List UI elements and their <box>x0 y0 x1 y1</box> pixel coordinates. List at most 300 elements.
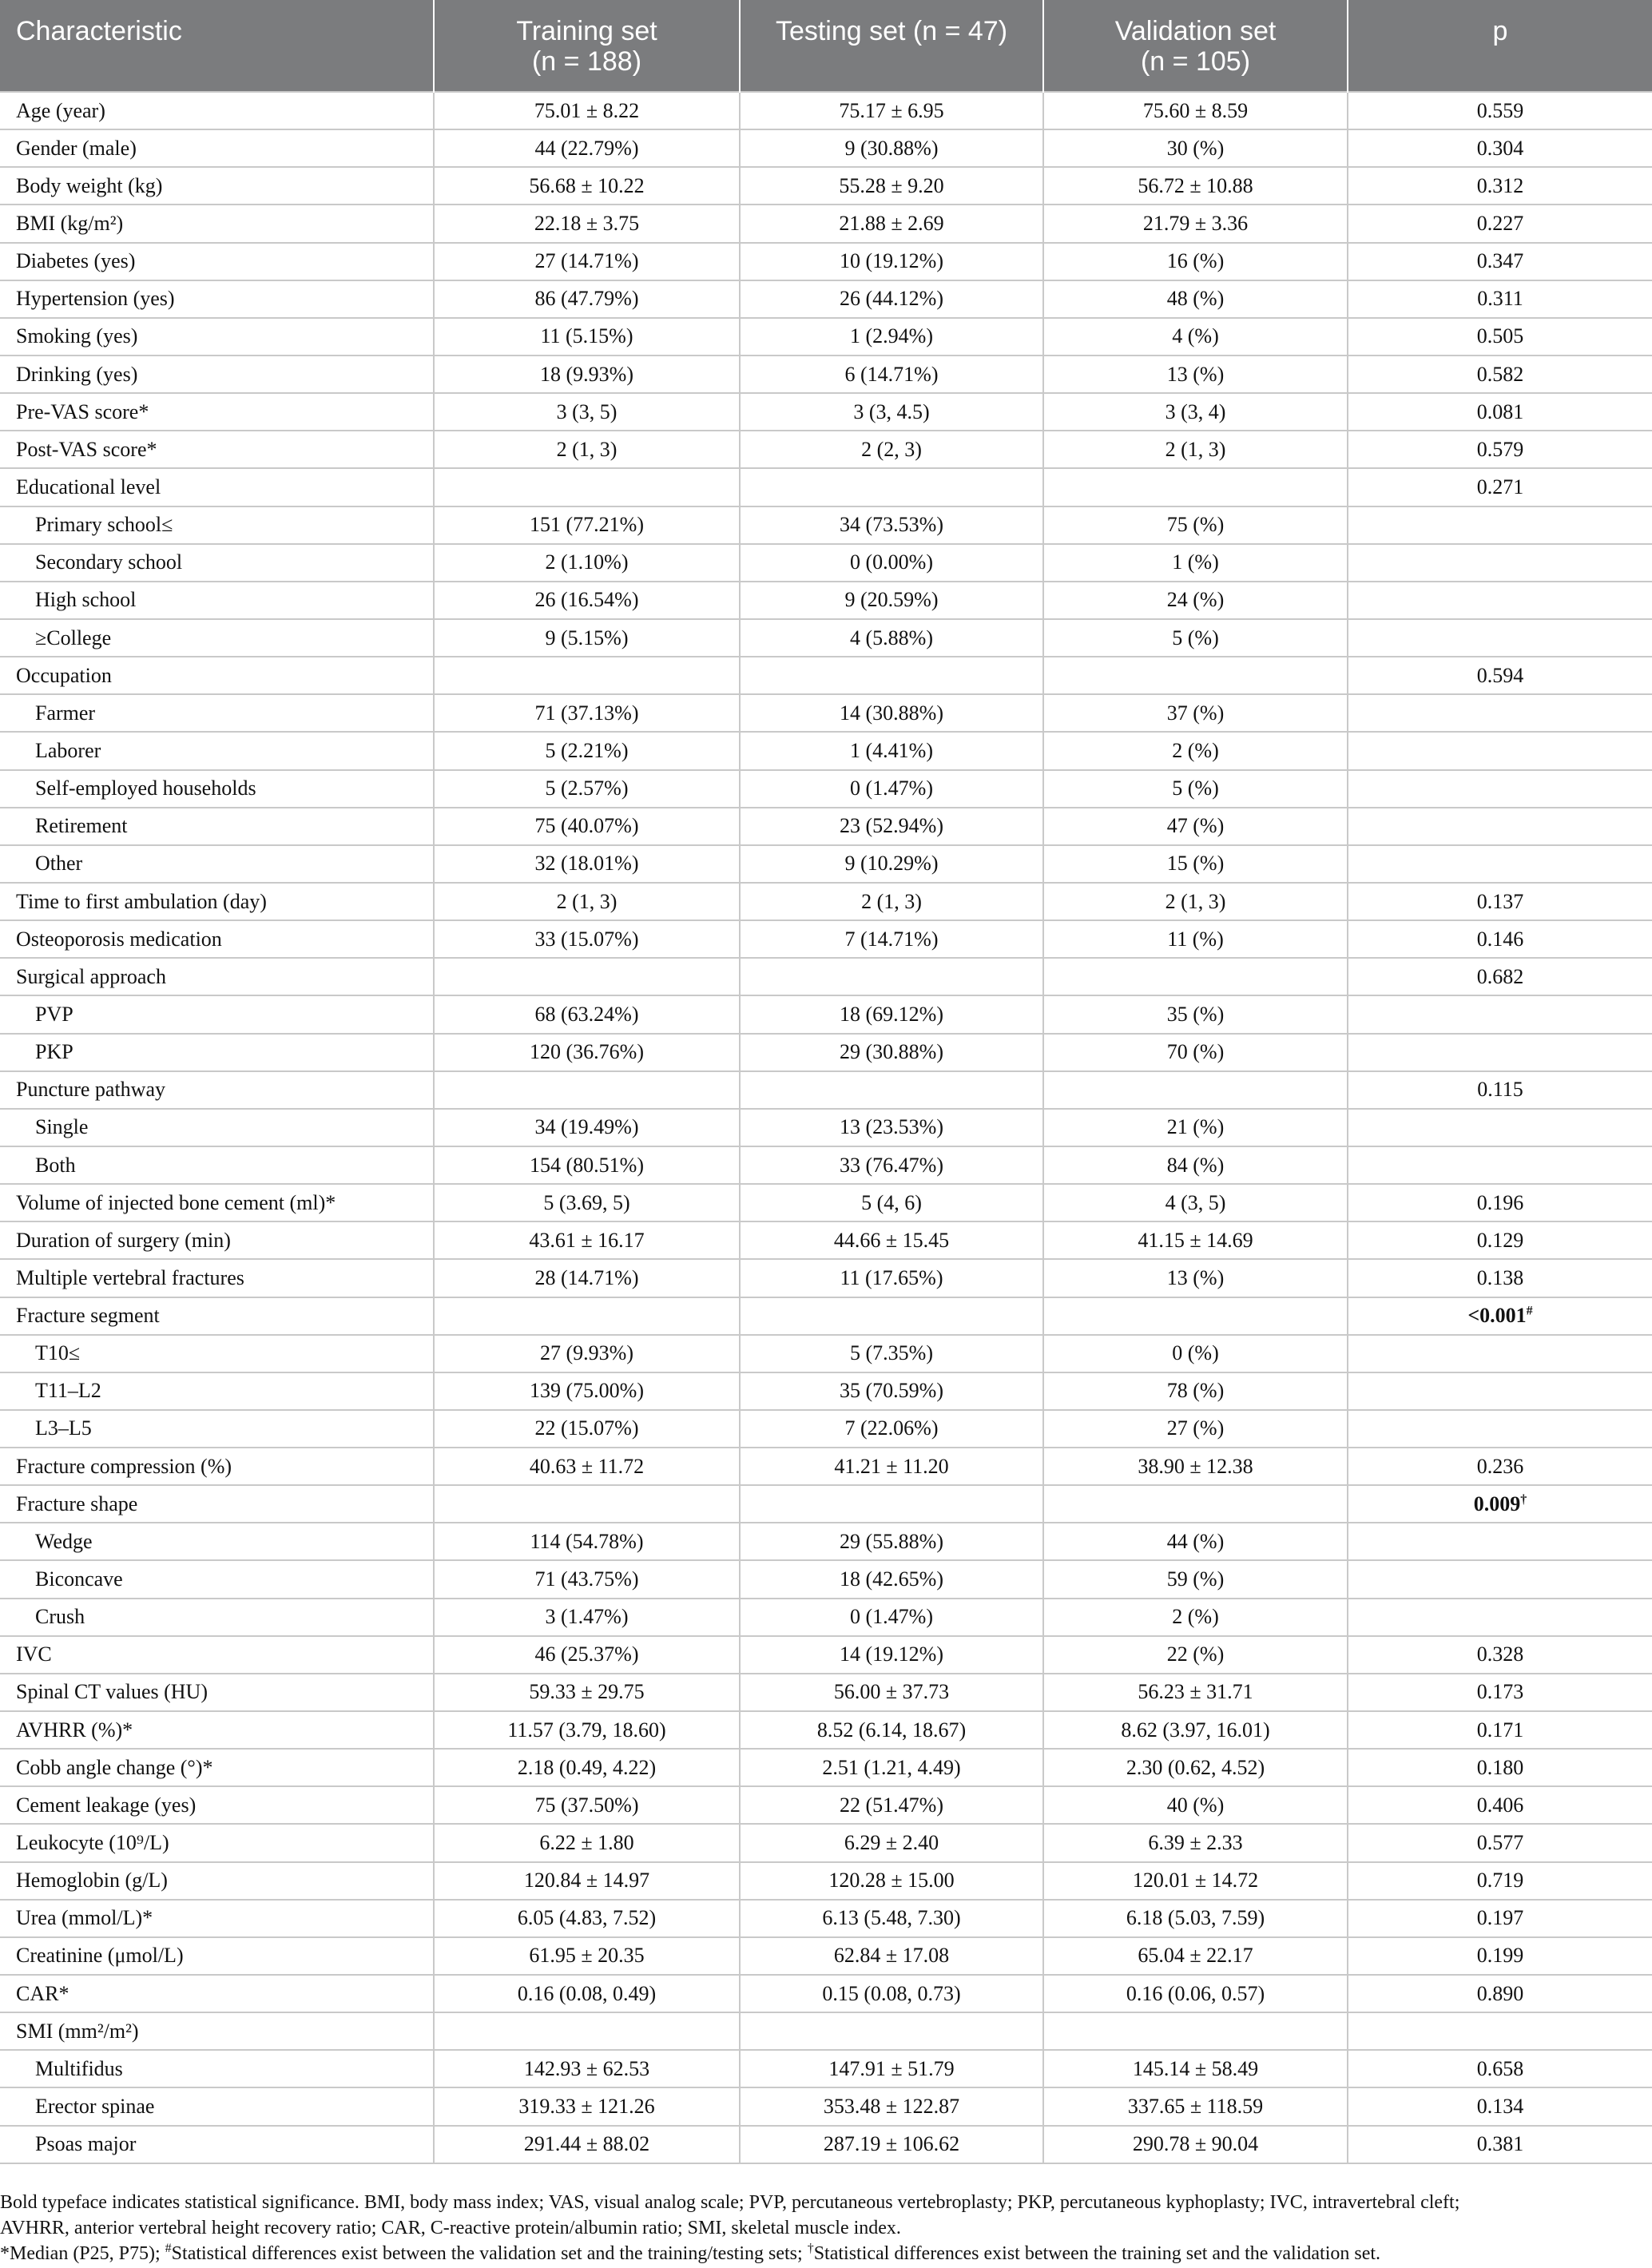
cell-training: 71 (43.75%) <box>434 1560 740 1598</box>
cell-validation <box>1043 2012 1348 2050</box>
cell-testing: 7 (22.06%) <box>740 1410 1043 1448</box>
cell-characteristic: Occupation <box>0 657 434 694</box>
cell-training: 11 (5.15%) <box>434 318 740 355</box>
cell-training <box>434 657 740 694</box>
cell-training: 2 (1, 3) <box>434 883 740 920</box>
table-row <box>0 1410 1652 1448</box>
cell-p-value <box>1348 1184 1652 1221</box>
table-row <box>0 1824 1652 1861</box>
table-footnotes <box>0 2190 1646 2266</box>
cell-testing: 9 (20.59%) <box>740 582 1043 619</box>
cell-characteristic: PKP <box>0 1034 434 1071</box>
table-row <box>0 883 1652 920</box>
cell-characteristic: IVC <box>0 1636 434 1674</box>
footnote-line-3 <box>0 2241 1646 2266</box>
table-row <box>0 1184 1652 1221</box>
table-row <box>0 1560 1652 1598</box>
cell-p-value <box>1348 694 1652 732</box>
cell-training <box>434 1297 740 1335</box>
cell-characteristic: High school <box>0 582 434 619</box>
cell-p-value <box>1348 1335 1652 1372</box>
table-row <box>0 1071 1652 1109</box>
cell-training: 46 (25.37%) <box>434 1636 740 1674</box>
table-row <box>0 619 1652 657</box>
cell-characteristic: Spinal CT values (HU) <box>0 1674 434 1711</box>
table-row <box>0 2050 1652 2087</box>
cell-characteristic: Primary school≤ <box>0 506 434 544</box>
table-row <box>0 694 1652 732</box>
p-value-text: 0.658 <box>1476 2056 1524 2080</box>
cell-p-value <box>1348 1523 1652 1560</box>
cell-characteristic: Pre-VAS score* <box>0 393 434 431</box>
cell-characteristic: Other <box>0 845 434 883</box>
cell-characteristic: Farmer <box>0 694 434 732</box>
table-row <box>0 1674 1652 1711</box>
table-row <box>0 845 1652 883</box>
cell-validation: 27 (%) <box>1043 1410 1348 1448</box>
cell-testing: 1 (2.94%) <box>740 318 1043 355</box>
p-value-text: 0.129 <box>1476 1228 1524 1252</box>
table-row <box>0 431 1652 468</box>
cell-testing: 62.84 ± 17.08 <box>740 1937 1043 1975</box>
cell-training: 6.22 ± 1.80 <box>434 1824 740 1861</box>
p-value-text: 0.271 <box>1476 475 1524 498</box>
cell-characteristic: Biconcave <box>0 1560 434 1598</box>
cell-validation: 30 (%) <box>1043 129 1348 167</box>
cell-characteristic: Drinking (yes) <box>0 355 434 393</box>
cell-characteristic: Laborer <box>0 732 434 769</box>
cell-validation: 0.16 (0.06, 0.57) <box>1043 1975 1348 2012</box>
cell-validation <box>1043 1297 1348 1335</box>
cell-testing: 29 (30.88%) <box>740 1034 1043 1071</box>
cell-p-value <box>1348 129 1652 167</box>
cell-validation: 70 (%) <box>1043 1034 1348 1071</box>
cell-validation: 41.15 ± 14.69 <box>1043 1221 1348 1259</box>
p-value-text: 0.594 <box>1476 663 1524 687</box>
cell-testing: 4 (5.88%) <box>740 619 1043 657</box>
table-row <box>0 129 1652 167</box>
cell-p-value <box>1348 1786 1652 1824</box>
p-value-text: 0.227 <box>1476 211 1524 235</box>
cell-p-value <box>1348 1410 1652 1448</box>
cell-training: 26 (16.54%) <box>434 582 740 619</box>
p-value-text: 0.081 <box>1476 399 1524 423</box>
table-row <box>0 1900 1652 1937</box>
table-row <box>0 167 1652 205</box>
cell-training: 291.44 ± 88.02 <box>434 2126 740 2163</box>
cell-validation: 6.39 ± 2.33 <box>1043 1824 1348 1861</box>
header-training-line2: (n = 188) <box>531 46 642 77</box>
table-row <box>0 995 1652 1033</box>
cell-testing: 353.48 ± 122.87 <box>740 2087 1043 2125</box>
cell-p-value <box>1348 544 1652 582</box>
cell-p-value <box>1348 619 1652 657</box>
cell-testing: 10 (19.12%) <box>740 243 1043 280</box>
cell-testing: 0 (0.00%) <box>740 544 1043 582</box>
cell-p-value <box>1348 1937 1652 1975</box>
cell-training <box>434 1071 740 1109</box>
cell-characteristic: SMI (mm²/m²) <box>0 2012 434 2050</box>
cell-validation: 15 (%) <box>1043 845 1348 883</box>
cell-p-value <box>1348 1297 1652 1335</box>
cell-validation: 120.01 ± 14.72 <box>1043 1862 1348 1900</box>
header-training-set <box>434 0 740 92</box>
cell-training <box>434 1485 740 1523</box>
cell-training: 68 (63.24%) <box>434 995 740 1033</box>
cell-testing: 29 (55.88%) <box>740 1523 1043 1560</box>
table-row <box>0 920 1652 958</box>
cell-characteristic: Cobb angle change (°)* <box>0 1749 434 1786</box>
footnote-line-1: Bold typeface indicates statistical significance. BMI, body mass index; VAS, visual analog scale; PVP, percutaneous vertebroplasty; PKP, percutaneous kyphoplasty; IVC, intravertebral cleft; <box>0 2192 1460 2213</box>
cell-p-value <box>1348 355 1652 393</box>
cell-validation: 13 (%) <box>1043 1259 1348 1297</box>
cell-training: 56.68 ± 10.22 <box>434 167 740 205</box>
table-row <box>0 582 1652 619</box>
cell-characteristic: Gender (male) <box>0 129 434 167</box>
cell-p-value <box>1348 1560 1652 1598</box>
cell-characteristic: Multifidus <box>0 2050 434 2087</box>
p-value-text: 0.582 <box>1476 362 1524 386</box>
cell-testing: 41.21 ± 11.20 <box>740 1448 1043 1485</box>
cell-p-value <box>1348 1221 1652 1259</box>
cell-training: 75 (40.07%) <box>434 808 740 845</box>
cell-training: 5 (2.57%) <box>434 770 740 808</box>
cell-testing <box>740 657 1043 694</box>
cell-p-value <box>1348 2126 1652 2163</box>
cell-training: 43.61 ± 16.17 <box>434 1221 740 1259</box>
cell-characteristic: Volume of injected bone cement (ml)* <box>0 1184 434 1221</box>
cell-training <box>434 958 740 995</box>
cell-testing: 0 (1.47%) <box>740 770 1043 808</box>
cell-testing: 21.88 ± 2.69 <box>740 205 1043 242</box>
cell-validation: 1 (%) <box>1043 544 1348 582</box>
cell-p-value <box>1348 845 1652 883</box>
table-row <box>0 1034 1652 1071</box>
cell-characteristic: T11–L2 <box>0 1372 434 1410</box>
cell-testing: 56.00 ± 37.73 <box>740 1674 1043 1711</box>
p-value-text: 0.236 <box>1476 1454 1524 1478</box>
table-row <box>0 1711 1652 1749</box>
table-row <box>0 1448 1652 1485</box>
table-row <box>0 2126 1652 2163</box>
cell-testing: 23 (52.94%) <box>740 808 1043 845</box>
cell-characteristic: Surgical approach <box>0 958 434 995</box>
p-value-text: 0.311 <box>1477 287 1523 311</box>
p-value-text: 0.328 <box>1476 1642 1524 1666</box>
cell-testing: 35 (70.59%) <box>740 1372 1043 1410</box>
cell-validation: 84 (%) <box>1043 1146 1348 1184</box>
cell-p-value <box>1348 2050 1652 2087</box>
cell-training: 2 (1.10%) <box>434 544 740 582</box>
table-row <box>0 243 1652 280</box>
cell-p-value <box>1348 1448 1652 1485</box>
cell-testing: 33 (76.47%) <box>740 1146 1043 1184</box>
cell-p-value <box>1348 1259 1652 1297</box>
cell-p-value <box>1348 1599 1652 1636</box>
p-value-text: 0.173 <box>1476 1680 1524 1704</box>
p-value-text: 0.577 <box>1476 1831 1524 1855</box>
cell-testing: 0 (1.47%) <box>740 1599 1043 1636</box>
cell-validation: 0 (%) <box>1043 1335 1348 1372</box>
table-row <box>0 1259 1652 1297</box>
cell-training: 32 (18.01%) <box>434 845 740 883</box>
cell-validation: 48 (%) <box>1043 280 1348 318</box>
cell-validation: 21.79 ± 3.36 <box>1043 205 1348 242</box>
table-row <box>0 1862 1652 1900</box>
table-row <box>0 1146 1652 1184</box>
cell-p-value <box>1348 318 1652 355</box>
cell-characteristic: Duration of surgery (min) <box>0 1221 434 1259</box>
cell-characteristic: Osteoporosis medication <box>0 920 434 958</box>
header-validation-set <box>1043 0 1348 92</box>
cell-training <box>434 2012 740 2050</box>
cell-validation <box>1043 958 1348 995</box>
cell-p-value <box>1348 1975 1652 2012</box>
cell-training: 5 (3.69, 5) <box>434 1184 740 1221</box>
cell-p-value <box>1348 1372 1652 1410</box>
cell-testing: 55.28 ± 9.20 <box>740 167 1043 205</box>
cell-validation: 2.30 (0.62, 4.52) <box>1043 1749 1348 1786</box>
footnote-hash-mark: # <box>165 2242 172 2255</box>
p-value-text: 0.719 <box>1476 1869 1524 1893</box>
cell-characteristic: Urea (mmol/L)* <box>0 1900 434 1937</box>
cell-testing: 14 (19.12%) <box>740 1636 1043 1674</box>
cell-validation: 65.04 ± 22.17 <box>1043 1937 1348 1975</box>
cell-characteristic: Leukocyte (10⁹/L) <box>0 1824 434 1861</box>
cell-validation: 56.23 ± 31.71 <box>1043 1674 1348 1711</box>
table-row <box>0 657 1652 694</box>
cell-characteristic: Multiple vertebral fractures <box>0 1259 434 1297</box>
cell-training: 40.63 ± 11.72 <box>434 1448 740 1485</box>
cell-training: 5 (2.21%) <box>434 732 740 769</box>
table-header <box>0 0 1652 92</box>
cell-training: 33 (15.07%) <box>434 920 740 958</box>
header-training-line1: Training set <box>516 16 657 46</box>
table-row <box>0 2087 1652 2125</box>
table-row <box>0 280 1652 318</box>
p-value-text: 0.406 <box>1476 1793 1524 1817</box>
cell-p-value <box>1348 167 1652 205</box>
cell-testing: 9 (10.29%) <box>740 845 1043 883</box>
cell-validation: 2 (%) <box>1043 732 1348 769</box>
cell-validation: 35 (%) <box>1043 995 1348 1033</box>
cell-testing: 1 (4.41%) <box>740 732 1043 769</box>
cell-validation <box>1043 468 1348 506</box>
cell-characteristic: Puncture pathway <box>0 1071 434 1109</box>
table-row <box>0 1975 1652 2012</box>
cell-characteristic: Retirement <box>0 808 434 845</box>
cell-validation <box>1043 657 1348 694</box>
cell-testing: 147.91 ± 51.79 <box>740 2050 1043 2087</box>
cell-validation: 75.60 ± 8.59 <box>1043 92 1348 129</box>
cell-testing: 13 (23.53%) <box>740 1109 1043 1146</box>
p-value-text: 0.180 <box>1476 1755 1524 1779</box>
cell-training: 6.05 (4.83, 7.52) <box>434 1900 740 1937</box>
cell-validation: 3 (3, 4) <box>1043 393 1348 431</box>
cell-training: 75 (37.50%) <box>434 1786 740 1824</box>
cell-validation: 22 (%) <box>1043 1636 1348 1674</box>
cell-characteristic: CAR* <box>0 1975 434 2012</box>
cell-characteristic: Secondary school <box>0 544 434 582</box>
cell-characteristic: Psoas major <box>0 2126 434 2163</box>
table-row <box>0 1599 1652 1636</box>
cell-characteristic: Fracture segment <box>0 1297 434 1335</box>
cell-validation: 40 (%) <box>1043 1786 1348 1824</box>
cell-training: 9 (5.15%) <box>434 619 740 657</box>
cell-p-value <box>1348 431 1652 468</box>
cell-characteristic: Age (year) <box>0 92 434 129</box>
cell-testing: 75.17 ± 6.95 <box>740 92 1043 129</box>
cell-p-value <box>1348 1109 1652 1146</box>
p-value-text: 0.009 <box>1473 1491 1521 1515</box>
cell-p-value <box>1348 582 1652 619</box>
cell-validation: 59 (%) <box>1043 1560 1348 1598</box>
cell-validation: 5 (%) <box>1043 619 1348 657</box>
cell-training: 319.33 ± 121.26 <box>434 2087 740 2125</box>
p-value-text: 0.171 <box>1476 1718 1524 1742</box>
cell-p-value <box>1348 657 1652 694</box>
cell-p-value <box>1348 2012 1652 2050</box>
table-row <box>0 958 1652 995</box>
cell-testing: 2.51 (1.21, 4.49) <box>740 1749 1043 1786</box>
cell-characteristic: Creatinine (μmol/L) <box>0 1937 434 1975</box>
table-row <box>0 1297 1652 1335</box>
p-value-text: 0.134 <box>1476 2095 1524 2119</box>
cell-training: 11.57 (3.79, 18.60) <box>434 1711 740 1749</box>
p-value-text: 0.381 <box>1476 2132 1524 2156</box>
cell-characteristic: PVP <box>0 995 434 1033</box>
header-row <box>0 0 1652 92</box>
cell-validation: 4 (%) <box>1043 318 1348 355</box>
cell-training: 75.01 ± 8.22 <box>434 92 740 129</box>
cell-testing <box>740 958 1043 995</box>
cell-validation: 2 (%) <box>1043 1599 1348 1636</box>
cell-p-value <box>1348 883 1652 920</box>
cell-p-value <box>1348 995 1652 1033</box>
cell-testing: 9 (30.88%) <box>740 129 1043 167</box>
cell-p-value <box>1348 920 1652 958</box>
table-row <box>0 808 1652 845</box>
cell-characteristic: Single <box>0 1109 434 1146</box>
cell-training: 2.18 (0.49, 4.22) <box>434 1749 740 1786</box>
cell-characteristic: Self-employed households <box>0 770 434 808</box>
p-value-text: 0.197 <box>1476 1906 1524 1930</box>
cell-validation: 24 (%) <box>1043 582 1348 619</box>
cell-validation: 2 (1, 3) <box>1043 883 1348 920</box>
p-value-text: <0.001 <box>1467 1304 1527 1328</box>
cell-testing: 6.13 (5.48, 7.30) <box>740 1900 1043 1937</box>
cell-characteristic: Wedge <box>0 1523 434 1560</box>
header-validation-line2: (n = 105) <box>1140 46 1251 77</box>
cell-training: 3 (3, 5) <box>434 393 740 431</box>
table-row <box>0 1335 1652 1372</box>
table-row <box>0 205 1652 242</box>
p-value-text: 0.138 <box>1476 1265 1524 1289</box>
cell-testing <box>740 1297 1043 1335</box>
table-row <box>0 1372 1652 1410</box>
cell-training: 61.95 ± 20.35 <box>434 1937 740 1975</box>
cell-training: 86 (47.79%) <box>434 280 740 318</box>
cell-testing <box>740 2012 1043 2050</box>
cell-validation: 11 (%) <box>1043 920 1348 958</box>
cell-testing: 11 (17.65%) <box>740 1259 1043 1297</box>
table-row <box>0 544 1652 582</box>
cell-characteristic: Educational level <box>0 468 434 506</box>
cell-training: 59.33 ± 29.75 <box>434 1674 740 1711</box>
cell-validation: 13 (%) <box>1043 355 1348 393</box>
cell-validation: 2 (1, 3) <box>1043 431 1348 468</box>
footnote-dagger-mark: † <box>807 2242 814 2255</box>
footnote-median: *Median (P25, P75); <box>0 2243 165 2264</box>
cell-validation: 75 (%) <box>1043 506 1348 544</box>
table-row <box>0 2012 1652 2050</box>
cell-testing: 14 (30.88%) <box>740 694 1043 732</box>
cell-p-value <box>1348 506 1652 544</box>
cell-validation: 16 (%) <box>1043 243 1348 280</box>
cell-training: 22 (15.07%) <box>434 1410 740 1448</box>
p-value-text: 0.115 <box>1477 1078 1523 1102</box>
cell-testing: 120.28 ± 15.00 <box>740 1862 1043 1900</box>
cell-testing: 2 (1, 3) <box>740 883 1043 920</box>
cell-characteristic: Fracture shape <box>0 1485 434 1523</box>
cell-testing: 44.66 ± 15.45 <box>740 1221 1043 1259</box>
cell-training: 71 (37.13%) <box>434 694 740 732</box>
cell-characteristic: Fracture compression (%) <box>0 1448 434 1485</box>
cell-testing <box>740 468 1043 506</box>
cell-training: 44 (22.79%) <box>434 129 740 167</box>
cell-p-value <box>1348 732 1652 769</box>
p-value-text: 0.559 <box>1476 98 1524 122</box>
cell-p-value <box>1348 92 1652 129</box>
cell-training: 27 (9.93%) <box>434 1335 740 1372</box>
p-value-text: 0.146 <box>1476 927 1524 951</box>
cell-validation: 6.18 (5.03, 7.59) <box>1043 1900 1348 1937</box>
cell-testing: 34 (73.53%) <box>740 506 1043 544</box>
cell-validation: 37 (%) <box>1043 694 1348 732</box>
cell-testing: 5 (7.35%) <box>740 1335 1043 1372</box>
cell-training: 34 (19.49%) <box>434 1109 740 1146</box>
cell-testing: 6.29 ± 2.40 <box>740 1824 1043 1861</box>
cell-testing: 7 (14.71%) <box>740 920 1043 958</box>
cell-testing: 18 (69.12%) <box>740 995 1043 1033</box>
cell-p-value <box>1348 243 1652 280</box>
cell-training <box>434 468 740 506</box>
cell-characteristic: ≥College <box>0 619 434 657</box>
table-row <box>0 1109 1652 1146</box>
cell-p-value <box>1348 1071 1652 1109</box>
cell-characteristic: Crush <box>0 1599 434 1636</box>
footnote-line-2: AVHRR, anterior vertebral height recovery ratio; CAR, C-reactive protein/albumin ratio; SMI, skeletal muscle index. <box>0 2218 901 2238</box>
table-row <box>0 393 1652 431</box>
cell-p-value <box>1348 808 1652 845</box>
cell-testing <box>740 1071 1043 1109</box>
cell-p-value <box>1348 393 1652 431</box>
cell-testing: 2 (2, 3) <box>740 431 1043 468</box>
cell-training: 114 (54.78%) <box>434 1523 740 1560</box>
cell-characteristic: Smoking (yes) <box>0 318 434 355</box>
p-value-text: 0.312 <box>1476 173 1524 197</box>
table-row <box>0 468 1652 506</box>
header-characteristic: Characteristic <box>0 0 434 92</box>
cell-p-value <box>1348 1749 1652 1786</box>
cell-training: 120 (36.76%) <box>434 1034 740 1071</box>
p-value-text: 0.347 <box>1476 249 1524 273</box>
table-row <box>0 770 1652 808</box>
cell-testing: 3 (3, 4.5) <box>740 393 1043 431</box>
cell-characteristic: L3–L5 <box>0 1410 434 1448</box>
cell-p-value <box>1348 1636 1652 1674</box>
p-value-footnote-mark: # <box>1526 1304 1533 1318</box>
